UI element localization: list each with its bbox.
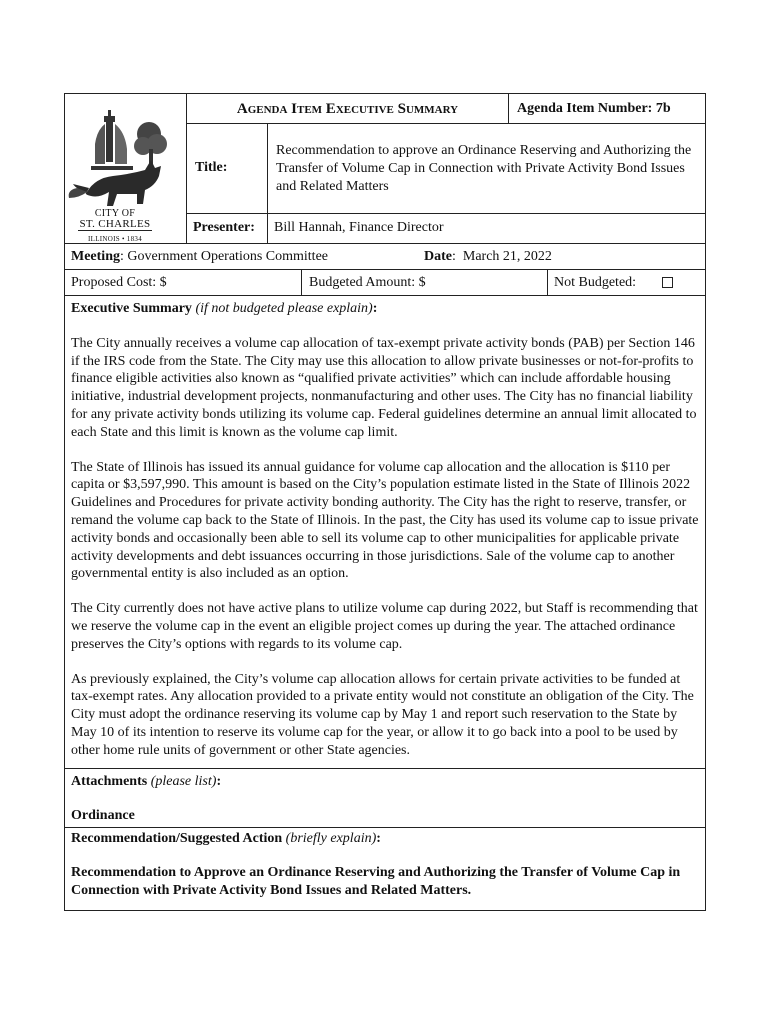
not-budgeted-label: Not Budgeted: (554, 275, 637, 290)
cost-row (65, 270, 705, 296)
agenda-item-number (509, 94, 705, 123)
agenda-summary-form (64, 93, 706, 911)
recommendation-heading: Recommendation/Suggested Action (briefly explain): (71, 830, 381, 846)
attachments-section (65, 769, 705, 828)
city-logo (65, 94, 187, 244)
summary-paragraph: The City currently does not have active plans to utilize volume cap during 2022, but Staff is recommending that we reserve the volume cap in the event an eligible project comes up during the year. The attached ordinance preserves the City’s options with regards to its volume cap. (71, 601, 698, 652)
title-text: Recommendation to approve an Ordinance Reserving and Authorizing the Transfer of Volume Cap in Connection with Private Activity Bond Issues and Related Matters (276, 143, 692, 194)
summary-title-bar (187, 94, 705, 124)
date-value: March 21, 2022 (462, 249, 552, 264)
summary-paragraph: As previously explained, the City’s volume cap allocation allows for certain private activities to be funded at tax-exempt rates. Any allocation provided to a private entity would not constitute an obligation of the City. The City must adopt the ordinance reserving its volume cap by May 1 and report such reservation to the State by May 10 of its intention to reserve its volume cap for the year, or allow it to go back into a pool to be used by other home rule units of government or other State agencies. (71, 671, 694, 758)
meeting-label: Meeting (71, 249, 120, 264)
recommendation-section (65, 828, 705, 910)
header-block (65, 94, 705, 244)
summary-title-text: Agenda Item Executive Summary (236, 101, 459, 117)
title-label: Title: (195, 160, 228, 175)
proposed-cost: Proposed Cost: $ (71, 275, 167, 290)
budgeted-amount: Budgeted Amount: $ (309, 275, 426, 290)
not-budgeted-checkbox[interactable] (662, 277, 673, 288)
summary-title (187, 94, 509, 123)
presenter-label: Presenter: (193, 220, 255, 235)
logo-city-name: ST. CHARLES (79, 218, 151, 230)
summary-paragraph: The City annually receives a volume cap allocation of tax-exempt private activity bonds (PAB) per Section 146 if the IRS code from the State. The City may use this allocation to allow private businesses or not-for-profits to finance eligible activities also known as “qualified private activities” which can include affordable housing initiative, industrial development projects, nonmanufacturing and other uses. The City has no financial liability for any private activity bonds utilizing its volume cap. Federal guidelines determine an annual limit allocated to each State and this limit is known as the volume cap limit. (71, 335, 697, 440)
date-label: Date (424, 249, 452, 264)
logo-state-year: ILLINOIS • 1834 (88, 235, 142, 243)
meeting-row: Meeting: Government Operations Committee Date: March 21, 2022 (65, 244, 705, 270)
presenter-section (187, 214, 705, 244)
agenda-number-value: 7b (655, 101, 671, 116)
executive-summary-section (65, 296, 705, 769)
attachment-item: Ordinance (71, 807, 135, 823)
agenda-number-label: Agenda Item Number: (517, 101, 653, 116)
meeting-value: Government Operations Committee (127, 249, 328, 264)
presenter-name: Bill Hannah, Finance Director (274, 220, 444, 235)
summary-paragraph: The State of Illinois has issued its annual guidance for volume cap allocation and the allocation is $110 per capita or $3,597,990. This amount is based on the City’s population estimate listed in the State of Illinois 2022 Guidelines and Procedures for private activity bonding authority. The City has the right to reserve, transfer, or remand the volume cap back to the State of Illinois. In the past, the City has used its volume cap to issue private activity bonds and occasionally been able to sell its volume cap to other municipalities for applicable private activity developments and debt issuances occurring in those jurisdictions. Sale of the volume cap to another governmental entity is also included as an option. (71, 459, 699, 582)
logo-city-of: CITY OF (94, 208, 136, 219)
title-section (187, 124, 705, 214)
executive-summary-heading: Executive Summary (if not budgeted please explain): (71, 301, 378, 316)
attachments-heading: Attachments (please list): (71, 773, 222, 789)
recommendation-text: Recommendation to Approve an Ordinance Reserving and Authorizing the Transfer of Volume Cap in Connection with Private Activity Bond Issues and Related Matters. (71, 864, 681, 898)
